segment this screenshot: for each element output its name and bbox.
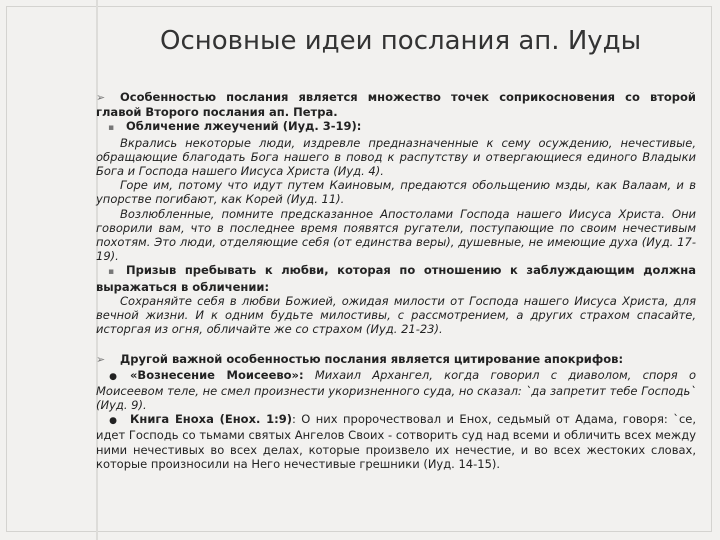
- section2-heading: ➢ Другой важной особенностью послания является цитирование апокрифов:: [96, 352, 624, 367]
- section1-heading: ➢ Особенностью послания является множество точек соприкосновения со второй главой Второго послания ап. Петра.: [96, 90, 696, 120]
- slide-content: [96, 90, 696, 471]
- square-bullet-icon: ▪: [107, 123, 115, 134]
- subpoint-1: ▪ Обличение лжеучений (Иуд. 3-19):: [96, 119, 696, 135]
- square-bullet-icon: ▪: [107, 267, 115, 278]
- slide-title: Основные идеи послания ап. Иуды: [160, 26, 642, 56]
- quote-paragraph-1: Вкрались некоторые люди, издревле предназначенные к сему осуждению, нечестивые, обращающие благодать Бога нашего в повод к распутству и отвергающиеся единого Владыки Бога и Господа нашего Иисуса Христа (Иуд. 4).: [96, 135, 696, 179]
- round-bullet-icon: ●: [109, 371, 117, 382]
- quote-paragraph-3: Возлюбленные, помните предсказанное Апостолами Господа нашего Иисуса Христа. Они говорили вам, что в последнее время появятся ругатели, поступающие по своим нечестивым похотям. Это люди, отделяющие себя (от единства веры), душевные, не имеющие духа (Иуд. 17-19).: [96, 206, 696, 264]
- quote-paragraph-2: Горе им, потому что идут путем Каиновым, предаются обольщению мзды, как Валаам, и в упорстве погибают, как Корей (Иуд. 11).: [96, 178, 696, 207]
- section-gap: [96, 336, 696, 352]
- arrow-bullet-icon: ➢: [96, 353, 106, 367]
- quote-paragraph-4: Сохраняйте себя в любви Божией, ожидая милости от Господа нашего Иисуса Христа, для вечной жизни. И к одним будьте милостивы, с рассмотрением, а других страхом спасайте, исторгая из огня, обличайте же со страхом (Иуд. 21-23).: [96, 293, 696, 337]
- subpoint-2: ▪ Призыв пребывать к любви, которая по отношению к заблуждающим должна выражаться в обличении:: [96, 263, 696, 294]
- apocrypha-item-2: ● Книга Еноха (Енох. 1:9): О них пророчествовал и Енох, седьмый от Адама, говоря: `се, идет Господь со тьмами святых Ангелов Своих - сотворить суд над всеми и обличить всех между ними нечестивых во всех делах, которые произвело их нечестие, и во всех жестоких словах, которые произносили на Него нечестивые грешники (Иуд. 14-15).: [96, 412, 696, 471]
- apocrypha-item-1: ● «Вознесение Моисеево»: Михаил Архангел, когда говорил с диаволом, споря о Моисеевом теле, не смел произнести укоризненного суда, но сказал: `да запретит тебе Господь` (Иуд. 9).: [96, 367, 696, 413]
- round-bullet-icon: ●: [109, 416, 117, 427]
- arrow-bullet-icon: ➢: [96, 91, 106, 104]
